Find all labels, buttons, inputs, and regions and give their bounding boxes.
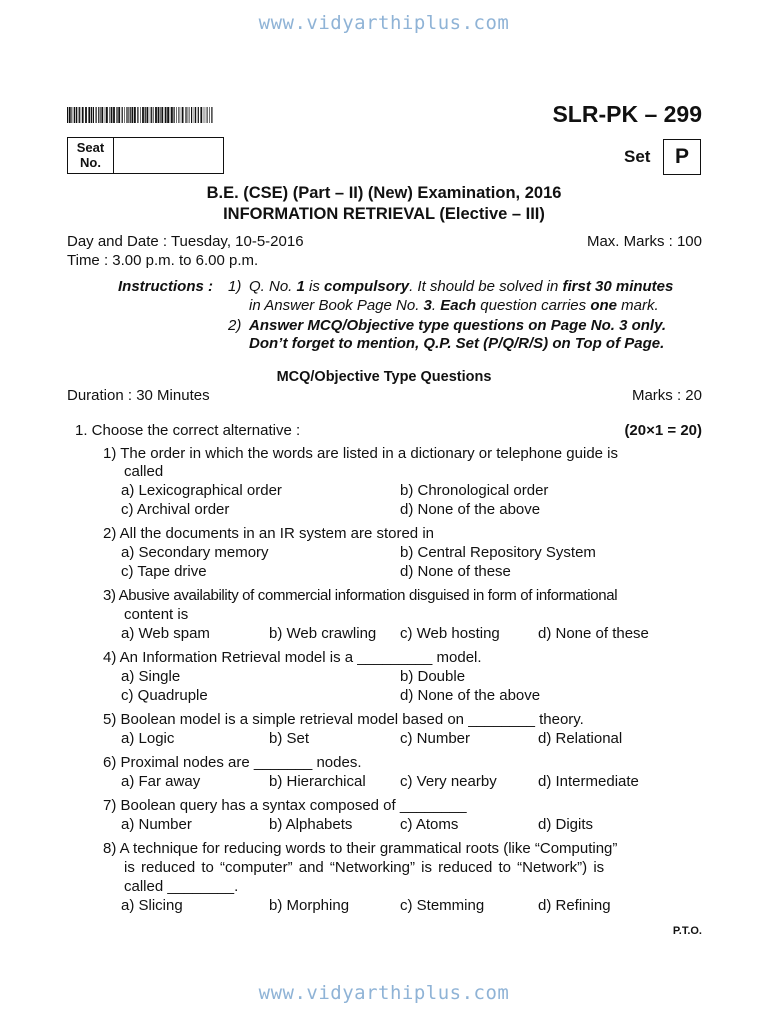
option: b) Web crawling [269,625,377,642]
option: c) Archival order [121,501,230,518]
set-value: P [663,139,701,175]
option: d) Digits [538,816,594,833]
option: a) Single [121,668,181,685]
option: a) Slicing [121,897,183,914]
option: b) Alphabets [269,816,353,833]
question-stem-cont: content is [124,606,189,623]
question-stem: 8) A technique for reducing words to their grammatical roots (like “Computing” [103,840,618,857]
barcode [67,107,213,123]
instruction-1-num: 1) [228,278,242,295]
question-stem: 4) An Information Retrieval model is a _________ model. [103,649,482,666]
option: d) None of the above [400,687,541,704]
question-1-label: 1. Choose the correct alternative : [75,422,301,439]
instructions-label: Instructions : [118,278,214,295]
option: b) Morphing [269,897,350,914]
option: c) Atoms [400,816,459,833]
option: a) Secondary memory [121,544,269,561]
mcq-heading: MCQ/Objective Type Questions [276,369,492,385]
duration: Duration : 30 Minutes [67,387,210,404]
option: a) Far away [121,773,201,790]
set-label: Set [624,147,651,166]
max-marks: Max. Marks : 100 [586,233,702,250]
question-1-marks: (20×1 = 20) [624,422,702,439]
seat-number-box[interactable] [67,137,224,174]
option: b) Hierarchical [269,773,366,790]
exam-time: Time : 3.00 p.m. to 6.00 p.m. [67,252,259,269]
instruction-2-num: 2) [228,317,242,334]
option: c) Very nearby [400,773,497,790]
subject-title: INFORMATION RETRIEVAL (Elective – III) [223,205,545,223]
option: d) None of the above [400,501,541,518]
watermark-top: www.vidyarthiplus.com [258,12,510,34]
option: d) Relational [538,730,623,747]
instruction-1-line2: in Answer Book Page No. 3. Each question carries one mark. [249,297,659,314]
question-stem: 5) Boolean model is a simple retrieval model based on ________ theory. [103,711,584,728]
question-stem-cont: called [124,463,164,480]
seat-label: Seat No. [68,138,114,173]
option: c) Web hosting [400,625,500,642]
option: b) Central Repository System [400,544,596,561]
day-date: Day and Date : Tuesday, 10-5-2016 [67,233,304,250]
section-marks: Marks : 20 [631,387,702,404]
option: a) Lexicographical order [121,482,282,499]
watermark-bottom: www.vidyarthiplus.com [258,982,510,1004]
pto-note: P.T.O. [672,925,702,937]
option: a) Web spam [121,625,210,642]
question-stem-cont: called ________. [124,878,239,895]
question-stem: 2) All the documents in an IR system are stored in [103,525,434,542]
exam-title: B.E. (CSE) (Part – II) (New) Examination, 2016 [206,184,562,202]
instruction-2-line2: Don’t forget to mention, Q.P. Set (P/Q/R/S) on Top of Page. [249,335,665,352]
option: b) Double [400,668,466,685]
question-stem: 3) Abusive availability of commercial information disguised in form of informational [103,587,618,604]
option: b) Chronological order [400,482,549,499]
question-stem: 6) Proximal nodes are _______ nodes. [103,754,362,771]
paper-code: SLR-PK – 299 [552,101,702,127]
question-stem: 1) The order in which the words are listed in a dictionary or telephone guide is [103,445,619,462]
option: c) Tape drive [121,563,207,580]
option: d) Intermediate [538,773,639,790]
option: c) Quadruple [121,687,208,704]
option: a) Number [121,816,192,833]
option: d) Refining [538,897,611,914]
option: d) None of these [400,563,511,580]
instruction-1-line1: Q. No. 1 is compulsory. It should be solved in first 30 minutes [249,278,674,295]
option: b) Set [269,730,310,747]
question-stem: 7) Boolean query has a syntax composed of ________ [103,797,467,814]
option: c) Number [400,730,471,747]
question-stem-cont: is reduced to “computer” and “Networking” is reduced to “Network”) is [124,859,605,876]
option: a) Logic [121,730,175,747]
option: d) None of these [538,625,649,642]
instruction-2-line1: Answer MCQ/Objective type questions on Page No. 3 only. [249,317,667,334]
option: c) Stemming [400,897,485,914]
